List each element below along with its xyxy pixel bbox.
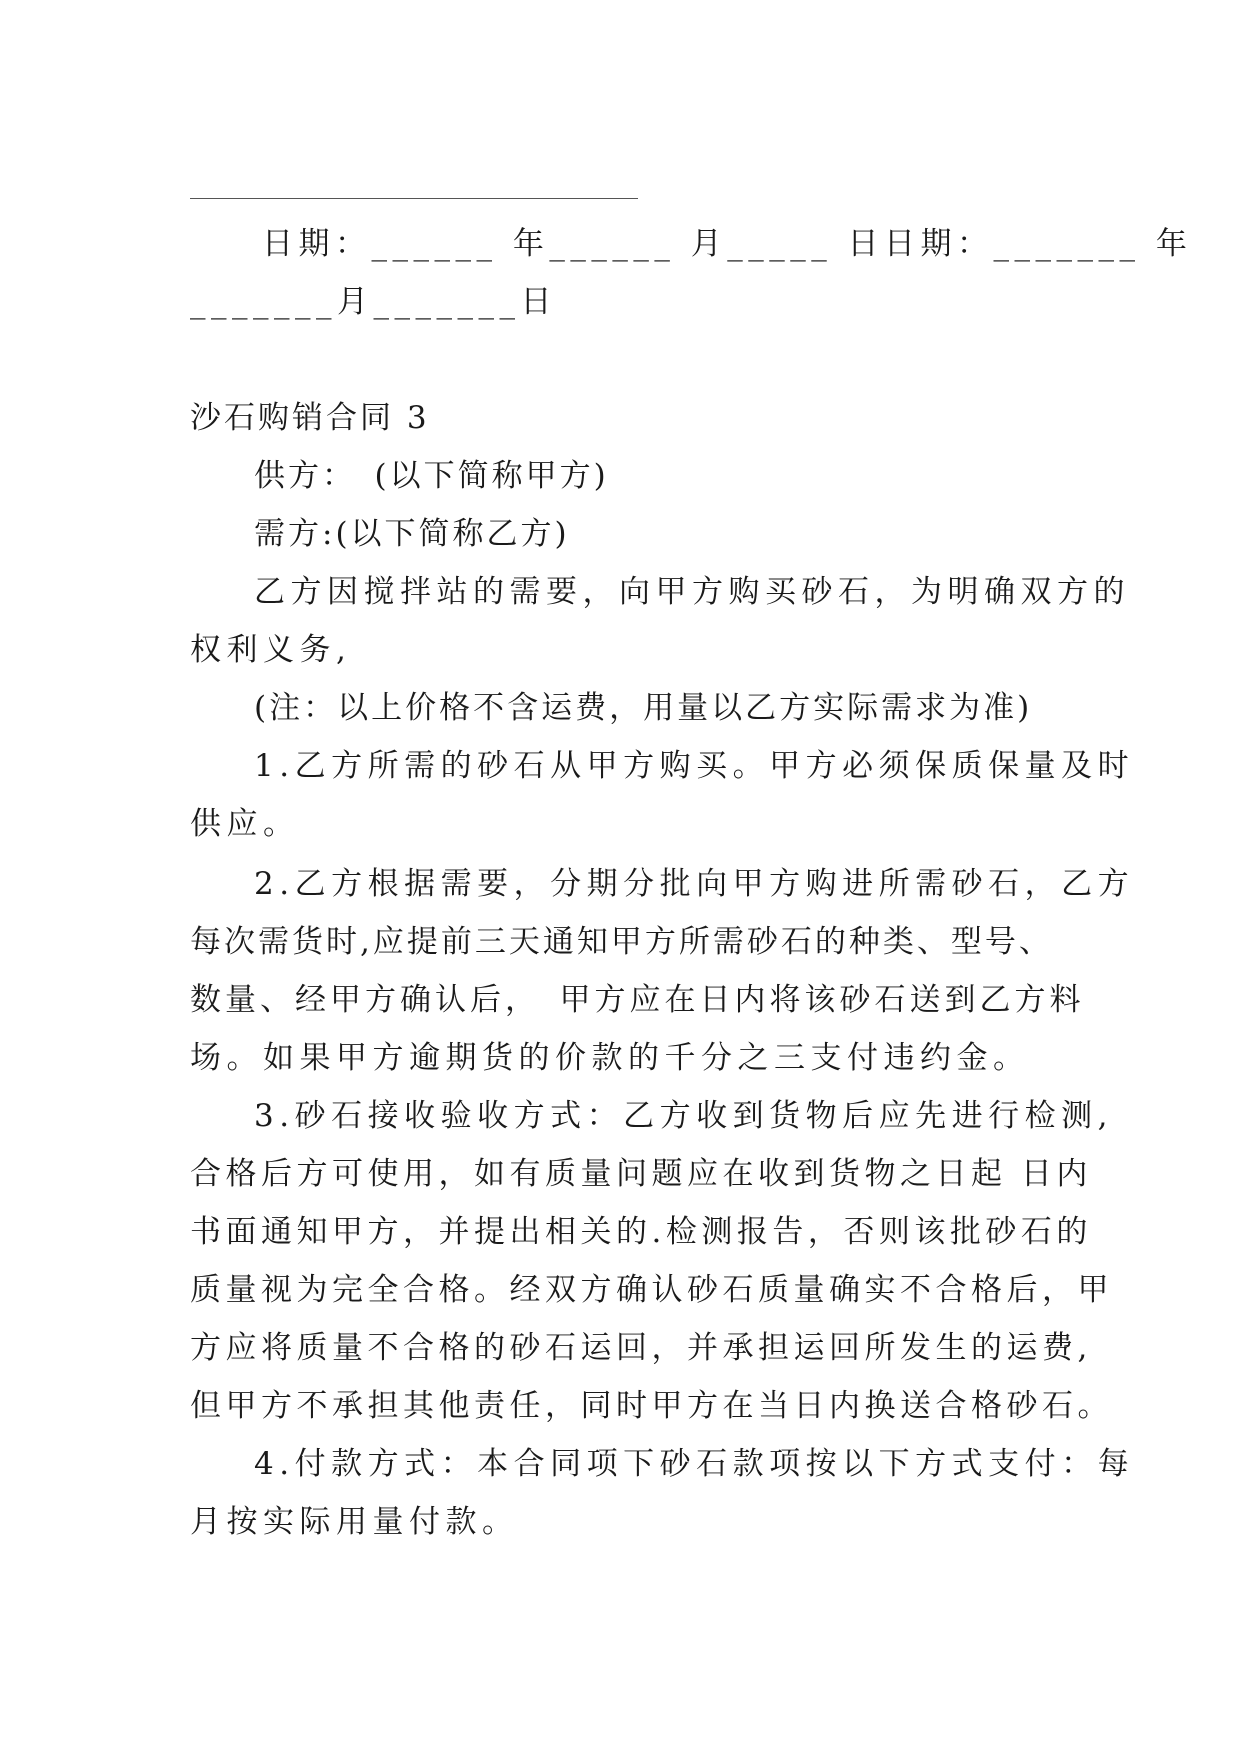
clause-3-line-4: 质量视为完全合格。经双方确认砂石质量确实不合格后，甲 — [190, 1272, 1113, 1308]
clause-3-line-3: 书面通知甲方，并提出相关的.检测报告，否则该批砂石的 — [190, 1214, 1092, 1250]
clause-2-line-3: 数量、经甲方确认后， 甲方应在日内将该砂石送到乙方料 — [190, 982, 1085, 1018]
supplier-line: 供方： (以下简称甲方) — [254, 458, 609, 494]
clause-2-line-1: 2.乙方根据需要，分期分批向甲方购进所需砂石，乙方 — [254, 866, 1135, 902]
clause-3-line-1: 3.砂石接收验收方式：乙方收到货物后应先进行检测, — [254, 1098, 1113, 1134]
date-line-2: _______月_______日 — [190, 284, 557, 320]
clause-3-line-5: 方应将质量不合格的砂石运回，并承担运回所发生的运费, — [190, 1330, 1092, 1366]
date-line-1: 日期：______ 年______ 月_____ 日日期：_______ 年 — [262, 226, 1193, 262]
clause-1-line-1: 1.乙方所需的砂石从甲方购买。甲方必须保质保量及时 — [254, 748, 1135, 784]
section-title: 沙石购销合同 3 — [190, 400, 430, 436]
clause-4-line-1: 4.付款方式：本合同项下砂石款项按以下方式支付：每 — [254, 1446, 1135, 1482]
intro-line-2: 权利义务, — [190, 632, 352, 668]
clause-1-line-2: 供应。 — [190, 806, 300, 842]
buyer-line: 需方:(以下简称乙方) — [254, 516, 570, 552]
intro-line-1: 乙方因搅拌站的需要，向甲方购买砂石，为明确双方的 — [254, 574, 1130, 610]
clause-3-line-6: 但甲方不承担其他责任，同时甲方在当日内换送合格砂石。 — [190, 1388, 1113, 1424]
clause-3-line-2: 合格后方可使用，如有质量问题应在收到货物之日起 日内 — [190, 1156, 1092, 1192]
clause-2-line-4: 场。如果甲方逾期货的价款的千分之三支付违约金。 — [190, 1040, 1030, 1076]
signature-rule — [190, 198, 638, 199]
note-line: (注：以上价格不含运费，用量以乙方实际需求为准) — [254, 690, 1033, 726]
clause-2-line-2: 每次需货时,应提前三天通知甲方所需砂石的种类、型号、 — [190, 924, 1053, 960]
clause-4-line-2: 月按实际用量付款。 — [190, 1504, 519, 1540]
